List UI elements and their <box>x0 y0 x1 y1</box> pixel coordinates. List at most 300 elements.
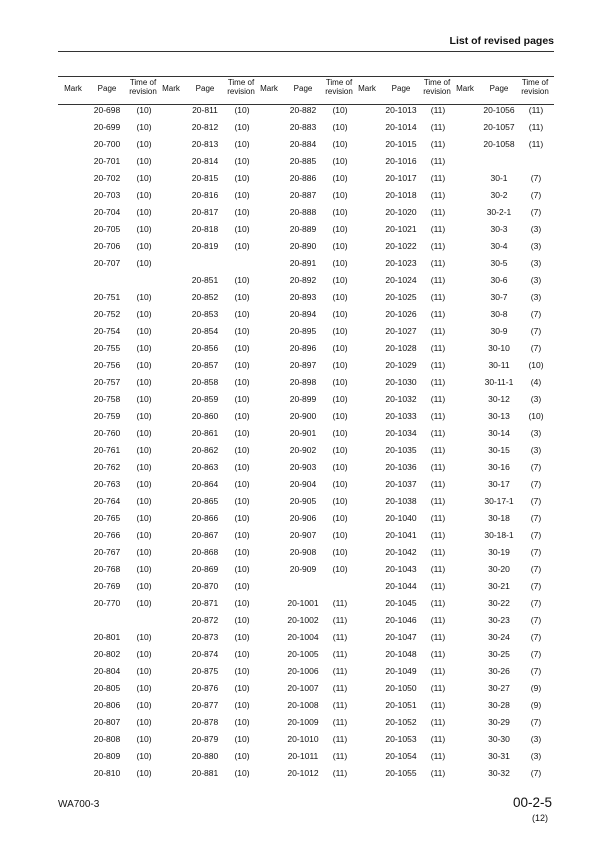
table-cell-revision: (11) <box>430 105 446 115</box>
column-header-time-of-revision <box>224 78 258 96</box>
table-cell-page: 20-1040 <box>385 513 417 523</box>
table-cell-revision: (10) <box>234 649 250 659</box>
table-cell-revision: (3) <box>530 275 542 285</box>
table-cell-page: 30-17 <box>488 479 510 489</box>
table-cell-page: 20-705 <box>93 224 121 234</box>
table-cell-revision: (10) <box>136 139 152 149</box>
column-header-mark: Mark <box>162 84 180 93</box>
table-cell-revision: (11) <box>430 496 446 506</box>
table-cell-page: 20-862 <box>191 445 219 455</box>
table-cell-revision: (7) <box>530 309 542 319</box>
table-cell-revision: (10) <box>136 156 152 166</box>
column-header-mark: Mark <box>64 84 82 93</box>
table-cell-revision: (7) <box>530 632 542 642</box>
table-cell-page: 30-18-1 <box>484 530 514 540</box>
table-cell-page: 20-809 <box>93 751 121 761</box>
table-cell-page: 20-860 <box>191 411 219 421</box>
table-cell-page: 20-1010 <box>287 734 319 744</box>
table-cell-page: 20-754 <box>93 326 121 336</box>
table-cell-page: 20-812 <box>191 122 219 132</box>
table-cell-page: 20-805 <box>93 683 121 693</box>
table-cell-revision: (3) <box>530 428 542 438</box>
table-cell-revision: (11) <box>430 275 446 285</box>
table-cell-page: 20-1052 <box>385 717 417 727</box>
table-cell-revision: (10) <box>136 122 152 132</box>
table-cell-revision: (10) <box>136 258 152 268</box>
table-cell-revision: (11) <box>430 428 446 438</box>
table-cell-page: 20-1038 <box>385 496 417 506</box>
table-cell-page: 20-1054 <box>385 751 417 761</box>
column-header-time-line2: revision <box>423 87 451 96</box>
table-cell-page: 20-760 <box>93 428 121 438</box>
column-header-time-line2: revision <box>325 87 353 96</box>
table-cell-page: 20-872 <box>191 615 219 625</box>
column-header-time-line2: revision <box>129 87 157 96</box>
table-cell-revision: (7) <box>530 530 542 540</box>
table-cell-page: 20-864 <box>191 479 219 489</box>
table-cell-page: 20-707 <box>93 258 121 268</box>
table-cell-revision: (7) <box>530 343 542 353</box>
table-cell-revision: (4) <box>530 377 542 387</box>
table-cell-page: 30-13 <box>488 411 510 421</box>
table-cell-revision: (7) <box>530 462 542 472</box>
table-cell-page: 20-894 <box>289 309 317 319</box>
table-cell-page: 20-752 <box>93 309 121 319</box>
table-cell-revision: (11) <box>430 649 446 659</box>
table-cell-page: 20-811 <box>192 105 218 115</box>
table-cell-revision: (10) <box>234 547 250 557</box>
column-header-mark: Mark <box>358 84 376 93</box>
table-cell-revision: (10) <box>332 224 348 234</box>
table-cell-page: 30-18 <box>488 513 510 523</box>
table-cell-page: 20-851 <box>191 275 219 285</box>
column-header-time-line1: Time of <box>129 78 157 87</box>
table-cell-revision: (11) <box>430 564 446 574</box>
table-cell-page: 20-764 <box>93 496 121 506</box>
table-cell-page: 20-859 <box>191 394 219 404</box>
table-cell-revision: (10) <box>332 105 348 115</box>
table-cell-page: 30-9 <box>490 326 508 336</box>
table-cell-revision: (10) <box>332 377 348 387</box>
table-cell-page: 20-1026 <box>385 309 417 319</box>
table-cell-page: 20-765 <box>93 513 121 523</box>
table-cell-page: 20-759 <box>93 411 121 421</box>
table-cell-revision: (10) <box>234 105 250 115</box>
table-cell-revision: (10) <box>136 428 152 438</box>
table-cell-page: 20-871 <box>191 598 219 608</box>
table-cell-revision: (10) <box>332 309 348 319</box>
table-cell-page: 20-1024 <box>385 275 417 285</box>
table-cell-page: 20-873 <box>191 632 219 642</box>
table-cell-page: 30-14 <box>488 428 510 438</box>
table-cell-page: 20-897 <box>289 360 317 370</box>
table-cell-revision: (7) <box>530 513 542 523</box>
footer-page-number: 00-2-5 <box>512 795 552 810</box>
table-cell-page: 20-1057 <box>483 122 515 132</box>
table-cell-revision: (7) <box>530 479 542 489</box>
table-cell-page: 20-758 <box>93 394 121 404</box>
table-cell-page: 30-3 <box>490 224 508 234</box>
table-cell-revision: (10) <box>234 445 250 455</box>
table-cell-page: 20-909 <box>289 564 317 574</box>
column-header-time-of-revision <box>322 78 356 96</box>
column-header-page: Page <box>195 84 215 93</box>
table-cell-revision: (10) <box>332 156 348 166</box>
table-cell-revision: (10) <box>136 377 152 387</box>
table-cell-revision: (10) <box>234 428 250 438</box>
table-cell-page: 20-896 <box>289 343 317 353</box>
table-cell-page: 20-1046 <box>385 615 417 625</box>
table-cell-page: 30-2 <box>490 190 508 200</box>
table-cell-revision: (7) <box>530 649 542 659</box>
table-cell-revision: (10) <box>234 564 250 574</box>
table-cell-page: 20-856 <box>191 343 219 353</box>
table-cell-page: 20-1007 <box>287 683 319 693</box>
table-cell-revision: (10) <box>136 207 152 217</box>
table-cell-revision: (10) <box>234 394 250 404</box>
table-cell-revision: (10) <box>136 479 152 489</box>
table-cell-page: 20-1011 <box>287 751 319 761</box>
table-cell-page: 20-903 <box>289 462 317 472</box>
table-cell-page: 20-869 <box>191 564 219 574</box>
page-header-title: List of revised pages <box>449 35 554 47</box>
table-cell-revision: (11) <box>430 173 446 183</box>
table-cell-page: 20-893 <box>289 292 317 302</box>
table-cell-page: 20-888 <box>289 207 317 217</box>
table-cell-revision: (11) <box>430 581 446 591</box>
column-header-time-line2: revision <box>227 87 255 96</box>
table-cell-revision: (10) <box>136 530 152 540</box>
table-cell-revision: (10) <box>234 496 250 506</box>
table-cell-page: 20-1053 <box>385 734 417 744</box>
table-cell-page: 20-1047 <box>385 632 417 642</box>
table-cell-page: 20-698 <box>93 105 121 115</box>
table-cell-page: 30-5 <box>490 258 508 268</box>
table-cell-revision: (10) <box>136 292 152 302</box>
table-cell-page: 20-761 <box>93 445 121 455</box>
table-cell-revision: (10) <box>136 105 152 115</box>
table-cell-revision: (10) <box>332 547 348 557</box>
table-cell-page: 20-889 <box>289 224 317 234</box>
table-cell-page: 20-816 <box>191 190 219 200</box>
table-cell-page: 20-1033 <box>385 411 417 421</box>
table-cell-revision: (11) <box>430 615 446 625</box>
table-cell-revision: (11) <box>430 122 446 132</box>
table-cell-page: 20-1056 <box>483 105 515 115</box>
table-cell-revision: (10) <box>332 445 348 455</box>
footer-revision: (12) <box>531 813 548 823</box>
table-cell-page: 20-881 <box>191 768 219 778</box>
table-cell-page: 20-883 <box>289 122 317 132</box>
table-cell-revision: (3) <box>530 258 542 268</box>
table-cell-revision: (10) <box>136 768 152 778</box>
table-cell-revision: (3) <box>530 224 542 234</box>
table-cell-revision: (10) <box>136 309 152 319</box>
table-cell-page: 20-1008 <box>287 700 319 710</box>
table-cell-revision: (10) <box>136 598 152 608</box>
table-cell-page: 20-1034 <box>385 428 417 438</box>
table-cell-revision: (10) <box>234 343 250 353</box>
table-cell-revision: (3) <box>530 751 542 761</box>
table-cell-revision: (11) <box>332 700 348 710</box>
table-cell-page: 20-886 <box>289 173 317 183</box>
table-cell-page: 20-867 <box>191 530 219 540</box>
table-cell-revision: (11) <box>332 734 348 744</box>
table-cell-revision: (10) <box>136 326 152 336</box>
table-cell-revision: (7) <box>530 173 542 183</box>
table-cell-revision: (10) <box>234 700 250 710</box>
table-cell-page: 20-906 <box>289 513 317 523</box>
table-cell-revision: (11) <box>430 207 446 217</box>
table-cell-revision: (11) <box>332 717 348 727</box>
table-cell-revision: (10) <box>332 496 348 506</box>
table-cell-page: 30-27 <box>488 683 510 693</box>
table-cell-revision: (10) <box>332 241 348 251</box>
table-cell-revision: (10) <box>234 360 250 370</box>
table-cell-revision: (10) <box>234 292 250 302</box>
table-cell-page: 20-1001 <box>287 598 319 608</box>
column-header-time-of-revision <box>420 78 454 96</box>
table-cell-revision: (11) <box>430 700 446 710</box>
column-header-page: Page <box>97 84 117 93</box>
table-cell-revision: (3) <box>530 734 542 744</box>
table-cell-revision: (3) <box>530 241 542 251</box>
table-cell-page: 30-32 <box>488 768 510 778</box>
table-cell-revision: (11) <box>430 377 446 387</box>
table-cell-revision: (7) <box>530 598 542 608</box>
table-cell-page: 30-7 <box>490 292 508 302</box>
table-cell-page: 20-1005 <box>287 649 319 659</box>
table-cell-page: 20-1013 <box>385 105 417 115</box>
table-cell-revision: (11) <box>332 666 348 676</box>
table-cell-revision: (11) <box>430 139 446 149</box>
table-cell-page: 20-1036 <box>385 462 417 472</box>
table-cell-page: 20-806 <box>93 700 121 710</box>
table-cell-page: 30-10 <box>488 343 510 353</box>
table-cell-revision: (10) <box>332 122 348 132</box>
table-cell-page: 20-853 <box>191 309 219 319</box>
table-cell-revision: (11) <box>430 479 446 489</box>
column-header-time-line1: Time of <box>423 78 451 87</box>
table-cell-page: 20-854 <box>191 326 219 336</box>
table-cell-page: 20-815 <box>191 173 219 183</box>
table-cell-page: 20-817 <box>191 207 219 217</box>
table-cell-page: 20-892 <box>289 275 317 285</box>
table-cell-revision: (11) <box>430 411 446 421</box>
table-cell-revision: (10) <box>136 734 152 744</box>
table-cell-page: 20-768 <box>93 564 121 574</box>
table-cell-page: 20-852 <box>191 292 219 302</box>
table-cell-revision: (11) <box>528 139 544 149</box>
table-cell-page: 20-1028 <box>385 343 417 353</box>
table-cell-page: 20-1002 <box>287 615 319 625</box>
table-cell-revision: (11) <box>332 683 348 693</box>
table-cell-page: 20-870 <box>191 581 219 591</box>
table-cell-page: 20-1042 <box>385 547 417 557</box>
table-cell-revision: (7) <box>530 615 542 625</box>
table-cell-revision: (10) <box>234 768 250 778</box>
table-cell-revision: (10) <box>136 547 152 557</box>
column-header-mark: Mark <box>456 84 474 93</box>
table-cell-page: 20-1048 <box>385 649 417 659</box>
table-cell-revision: (11) <box>430 666 446 676</box>
table-cell-page: 20-702 <box>93 173 121 183</box>
table-cell-revision: (10) <box>136 683 152 693</box>
table-cell-revision: (9) <box>530 700 542 710</box>
table-cell-page: 20-878 <box>191 717 219 727</box>
table-cell-page: 20-763 <box>93 479 121 489</box>
table-cell-page: 20-706 <box>93 241 121 251</box>
table-cell-revision: (10) <box>332 428 348 438</box>
table-cell-page: 20-877 <box>191 700 219 710</box>
table-cell-page: 20-1015 <box>385 139 417 149</box>
table-cell-page: 20-1058 <box>483 139 515 149</box>
table-cell-page: 20-751 <box>93 292 121 302</box>
table-cell-page: 20-900 <box>289 411 317 421</box>
table-cell-revision: (10) <box>136 649 152 659</box>
table-cell-page: 20-1020 <box>385 207 417 217</box>
table-cell-page: 20-1006 <box>287 666 319 676</box>
table-cell-page: 20-1025 <box>385 292 417 302</box>
table-cell-revision: (10) <box>234 581 250 591</box>
table-cell-page: 20-907 <box>289 530 317 540</box>
column-header-page: Page <box>391 84 411 93</box>
column-header-time-line1: Time of <box>227 78 255 87</box>
table-cell-page: 20-895 <box>289 326 317 336</box>
table-cell-page: 20-861 <box>191 428 219 438</box>
table-cell-page: 20-807 <box>93 717 121 727</box>
table-cell-page: 20-882 <box>289 105 317 115</box>
table-cell-page: 20-885 <box>289 156 317 166</box>
table-cell-revision: (10) <box>332 139 348 149</box>
table-cell-page: 30-20 <box>488 564 510 574</box>
table-cell-page: 30-15 <box>488 445 510 455</box>
table-cell-revision: (7) <box>530 581 542 591</box>
table-cell-page: 20-904 <box>289 479 317 489</box>
table-cell-page: 30-22 <box>488 598 510 608</box>
table-cell-page: 30-26 <box>488 666 510 676</box>
table-cell-revision: (10) <box>332 360 348 370</box>
table-cell-revision: (11) <box>332 632 348 642</box>
table-cell-page: 20-808 <box>93 734 121 744</box>
table-cell-revision: (10) <box>332 411 348 421</box>
table-cell-revision: (10) <box>332 343 348 353</box>
column-header-time-of-revision <box>126 78 160 96</box>
table-cell-page: 30-2-1 <box>486 207 512 217</box>
column-header-time-of-revision <box>518 78 552 96</box>
table-top-rule <box>58 76 554 77</box>
table-cell-page: 20-899 <box>289 394 317 404</box>
table-cell-revision: (7) <box>530 496 542 506</box>
table-cell-revision: (10) <box>136 513 152 523</box>
column-header-time-line1: Time of <box>521 78 549 87</box>
table-cell-revision: (10) <box>136 700 152 710</box>
table-cell-revision: (10) <box>332 258 348 268</box>
table-cell-page: 30-11-1 <box>484 377 514 387</box>
table-cell-page: 20-1050 <box>385 683 417 693</box>
table-cell-page: 20-1055 <box>385 768 417 778</box>
table-cell-page: 20-814 <box>191 156 219 166</box>
table-cell-page: 20-857 <box>191 360 219 370</box>
table-cell-page: 20-891 <box>289 258 317 268</box>
table-cell-revision: (10) <box>234 751 250 761</box>
table-cell-page: 20-1027 <box>385 326 417 336</box>
table-cell-revision: (10) <box>136 411 152 421</box>
table-cell-page: 20-1037 <box>385 479 417 489</box>
table-cell-revision: (11) <box>430 292 446 302</box>
table-cell-revision: (7) <box>530 564 542 574</box>
table-cell-page: 20-757 <box>93 377 121 387</box>
table-cell-revision: (10) <box>136 632 152 642</box>
table-cell-revision: (10) <box>136 343 152 353</box>
table-cell-page: 20-1030 <box>385 377 417 387</box>
table-cell-revision: (7) <box>530 326 542 336</box>
table-cell-revision: (10) <box>332 462 348 472</box>
table-cell-revision: (10) <box>234 309 250 319</box>
table-cell-revision: (10) <box>234 666 250 676</box>
table-cell-page: 30-6 <box>490 275 508 285</box>
table-cell-page: 20-700 <box>93 139 121 149</box>
table-cell-revision: (7) <box>530 547 542 557</box>
table-cell-revision: (11) <box>430 309 446 319</box>
table-cell-revision: (10) <box>528 411 544 421</box>
table-cell-revision: (10) <box>234 411 250 421</box>
table-cell-revision: (11) <box>430 360 446 370</box>
table-cell-revision: (11) <box>332 751 348 761</box>
table-cell-page: 20-1021 <box>385 224 417 234</box>
table-cell-revision: (11) <box>430 326 446 336</box>
table-cell-revision: (10) <box>136 751 152 761</box>
table-cell-page: 30-4 <box>490 241 508 251</box>
table-cell-revision: (11) <box>430 258 446 268</box>
table-cell-revision: (10) <box>234 122 250 132</box>
table-cell-page: 20-1009 <box>287 717 319 727</box>
table-cell-revision: (10) <box>136 173 152 183</box>
table-cell-revision: (10) <box>234 615 250 625</box>
table-cell-page: 20-813 <box>191 139 219 149</box>
table-cell-revision: (10) <box>332 207 348 217</box>
column-header-page: Page <box>293 84 313 93</box>
table-cell-revision: (7) <box>530 768 542 778</box>
table-cell-page: 20-762 <box>93 462 121 472</box>
table-cell-revision: (10) <box>136 496 152 506</box>
table-cell-page: 30-28 <box>488 700 510 710</box>
table-cell-revision: (7) <box>530 717 542 727</box>
table-cell-page: 20-890 <box>289 241 317 251</box>
table-cell-revision: (10) <box>234 156 250 166</box>
table-cell-revision: (11) <box>430 513 446 523</box>
table-cell-revision: (10) <box>136 241 152 251</box>
table-cell-page: 20-819 <box>191 241 219 251</box>
table-cell-page: 20-1035 <box>385 445 417 455</box>
table-cell-revision: (11) <box>430 343 446 353</box>
table-cell-page: 20-810 <box>93 768 121 778</box>
table-cell-revision: (10) <box>234 377 250 387</box>
table-cell-revision: (10) <box>332 173 348 183</box>
table-cell-revision: (11) <box>430 190 446 200</box>
table-cell-page: 30-30 <box>488 734 510 744</box>
table-cell-revision: (10) <box>332 530 348 540</box>
table-cell-revision: (10) <box>136 564 152 574</box>
table-cell-revision: (11) <box>430 751 446 761</box>
table-cell-revision: (10) <box>234 190 250 200</box>
column-header-mark: Mark <box>260 84 278 93</box>
table-cell-revision: (10) <box>332 513 348 523</box>
table-cell-revision: (10) <box>136 224 152 234</box>
table-cell-page: 20-704 <box>93 207 121 217</box>
table-cell-revision: (11) <box>528 105 544 115</box>
table-cell-page: 30-8 <box>490 309 508 319</box>
